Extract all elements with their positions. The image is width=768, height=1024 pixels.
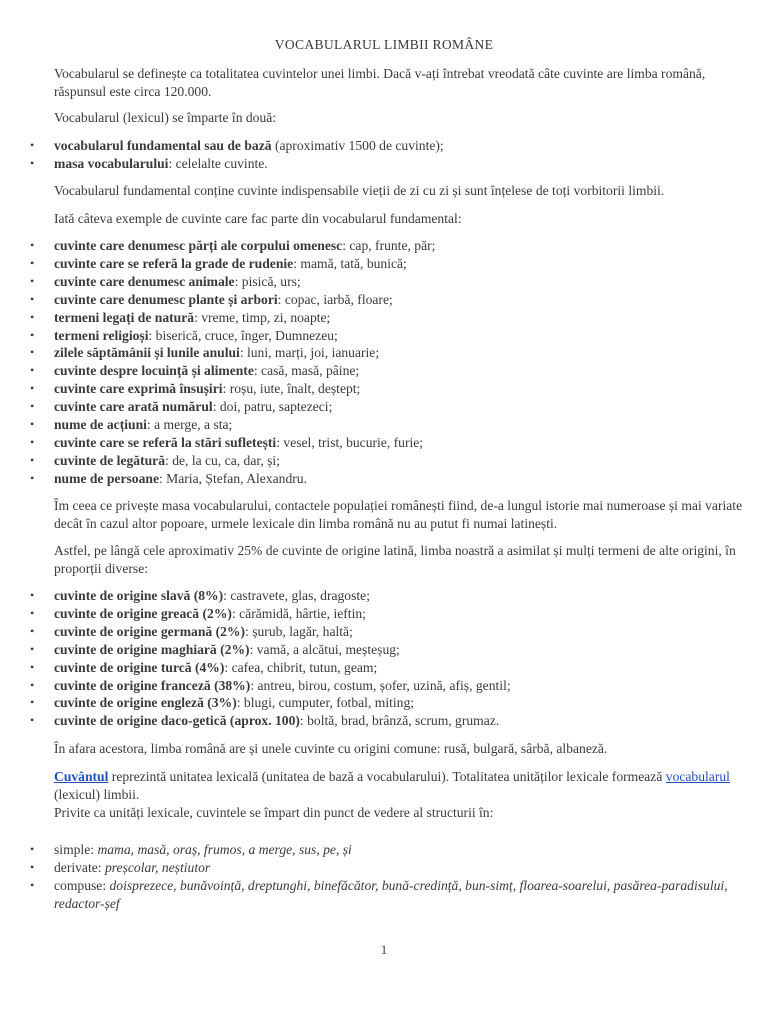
example-item-term: cuvinte de legătură <box>54 452 166 468</box>
example-item-term: termeni religioși <box>54 327 149 343</box>
division-item-term: masa vocabularului <box>54 155 169 171</box>
example-item-desc: : pisică, urs; <box>234 273 301 289</box>
division-item-desc: : celelalte cuvinte. <box>168 155 268 171</box>
example-item-desc: : biserică, cruce, înger, Dumnezeu; <box>148 327 338 343</box>
origin-item <box>0 712 744 730</box>
origin-item <box>0 587 744 605</box>
example-item-desc: : de, la cu, ca, dar, și; <box>165 452 280 468</box>
division-item-term: vocabularul fundamental sau de bază <box>54 138 272 153</box>
example-item-term: cuvinte care denumesc animale <box>54 273 235 289</box>
example-item-term: cuvinte care denumesc părți ale corpului omenesc <box>54 238 343 253</box>
page-number: 1 <box>380 943 388 957</box>
origin-item-term: cuvinte de origine germană (2%) <box>54 623 246 639</box>
origin-item <box>0 659 744 677</box>
example-item-desc: : copac, iarbă, floare; <box>277 291 393 307</box>
example-item-term: nume de acțiuni <box>54 417 147 433</box>
vocabularul-link[interactable]: vocabularul <box>665 769 730 784</box>
origin-item-desc: : blugi, cumputer, fotbal, miting; <box>236 695 415 711</box>
example-item-desc: : vesel, trist, bucurie, furie; <box>276 434 424 450</box>
origin-item-desc: : șurub, lagăr, haltă; <box>245 623 353 639</box>
origin-item <box>0 605 744 623</box>
example-item-desc: : vreme, timp, zi, noapte; <box>194 309 331 325</box>
example-item <box>0 416 744 434</box>
origin-item-desc: : vamă, a alcătui, meșteșug; <box>249 641 400 657</box>
origins-list <box>0 587 744 730</box>
origin-item-desc: : castravete, glas, dragoste; <box>223 588 370 603</box>
division-item <box>0 155 744 173</box>
fundamental-definition: Vocabularul fundamental conține cuvinte indispensabile vieții de zi cu zi și sunt înțelese de toți vorbitorii limbii. <box>54 183 665 198</box>
example-item-term: cuvinte despre locuință și alimente <box>54 363 254 379</box>
structure-intro: Privite ca unități lexicale, cuvintele se împart din punct de vedere al structurii în: <box>54 804 494 820</box>
example-item <box>0 362 744 380</box>
example-item-desc: : a merge, a sta; <box>146 417 233 433</box>
example-item-desc: : roșu, iute, înalt, deștept; <box>222 381 361 397</box>
example-item-desc: : Maria, Ștefan, Alexandru. <box>158 470 307 486</box>
origin-item <box>0 694 744 712</box>
example-item-term: cuvinte care se referă la stări sufletești <box>54 434 277 450</box>
origin-item-term: cuvinte de origine greacă (2%) <box>54 605 232 621</box>
example-item-desc: : doi, patru, saptezeci; <box>212 399 333 415</box>
example-item-desc: : luni, marți, joi, ianuarie; <box>239 345 380 361</box>
word-definition-paragraph <box>54 768 744 822</box>
word-definition-text-1: reprezintă unitatea lexicală (unitatea de bază a vocabularului). Totalitatea unităților lexicale formează <box>108 769 666 784</box>
origin-item <box>0 641 744 659</box>
division-item-desc: (aproximativ 1500 de cuvinte); <box>271 138 444 153</box>
example-item <box>0 291 744 309</box>
example-item-term: cuvinte care exprimă însușiri <box>54 381 223 397</box>
origin-item-term: cuvinte de origine engleză (3%) <box>54 695 237 711</box>
cuvantul-link[interactable]: Cuvântul <box>54 769 109 784</box>
origin-item <box>0 623 744 641</box>
example-item <box>0 452 744 470</box>
division-intro: Vocabularul (lexicul) se împarte în două: <box>54 110 277 125</box>
origin-item-term: cuvinte de origine franceză (38%) <box>54 677 251 693</box>
word-definition-text-2: (lexicul) limbii. <box>54 786 140 802</box>
example-item-term: termeni legați de natură <box>54 309 195 325</box>
example-item <box>0 327 744 345</box>
origin-item-desc: : boltă, brad, brânză, scrum, grumaz. <box>299 713 500 729</box>
example-item <box>0 380 744 398</box>
examples-list <box>0 237 744 488</box>
example-item <box>0 255 744 273</box>
intro-paragraph: Vocabularul se definește ca totalitatea cuvintelor unei limbi. Dacă v-ați întrebat vreodată câte cuvinte are limba română, răspunsul este circa 120.000. <box>54 66 706 99</box>
structure-item-examples: doisprezece, bunăvoință, dreptunghi, binefăcător, bună-credință, bun-simț, floarea-soarelui, pasărea-paradisului, redactor-șef <box>54 877 728 911</box>
example-item-desc: : mamă, tată, bunică; <box>293 255 407 271</box>
structure-list <box>0 841 744 913</box>
structure-item-label: derivate: <box>54 859 105 875</box>
origins-intro: Astfel, pe lângă cele aproximativ 25% de cuvinte de origine latină, limba noastră a asimilat și mulți termeni de alte origini, în proporții diverse: <box>54 543 736 576</box>
example-item <box>0 398 744 416</box>
example-item <box>0 309 744 327</box>
mass-paragraph: Îm ceea ce privește masa vocabularului, contactele populației românești fiind, de-a lungul istorie mai numeroase și mai variate decât în cazul altor popoare, urmele lexicale din limba română nu au putut fi numai latinești. <box>54 498 743 531</box>
origin-item-desc: : cafea, chibrit, tutun, geam; <box>224 659 378 675</box>
example-item-term: nume de persoane <box>54 470 159 486</box>
structure-item-label: simple: <box>54 842 98 857</box>
example-item <box>0 344 744 362</box>
example-item-desc: : casă, masă, pâine; <box>253 363 360 379</box>
example-item-term: cuvinte care se referă la grade de rudenie <box>54 255 294 271</box>
example-item-desc: : cap, frunte, păr; <box>342 238 436 253</box>
example-item <box>0 273 744 291</box>
origin-item-desc: : antreu, birou, costum, șofer, uzină, afiș, gentil; <box>250 677 511 693</box>
structure-item <box>0 877 744 913</box>
example-item <box>0 434 744 452</box>
structure-item-label: compuse: <box>54 877 110 893</box>
origin-item-term: cuvinte de origine maghiară (2%) <box>54 641 250 657</box>
structure-item-examples: mama, masă, oraș, frumos, a merge, sus, pe, și <box>97 842 352 857</box>
example-item <box>0 470 744 488</box>
origin-item-term: cuvinte de origine daco-getică (aprox. 100) <box>54 713 300 729</box>
page-title: VOCABULARUL LIMBII ROMÂNE <box>274 37 494 52</box>
origin-item-term: cuvinte de origine turcă (4%) <box>54 659 225 675</box>
example-item <box>0 237 744 255</box>
structure-item <box>0 859 744 877</box>
structure-item-examples: preșcolar, neștiutor <box>104 859 211 875</box>
origin-item <box>0 677 744 695</box>
common-origins-paragraph: În afara acestora, limba română are și unele cuvinte cu origini comune: rusă, bulgară, sârbă, albaneză. <box>54 741 608 756</box>
division-item <box>0 137 744 155</box>
example-item-term: zilele săptămânii și lunile anului <box>54 345 240 361</box>
structure-item <box>0 841 744 859</box>
division-list <box>0 137 744 173</box>
origin-item-desc: : cărămidă, hârtie, ieftin; <box>231 605 366 621</box>
examples-intro: Iată câteva exemple de cuvinte care fac parte din vocabularul fundamental: <box>54 211 462 226</box>
example-item-term: cuvinte care arată numărul <box>54 399 213 415</box>
example-item-term: cuvinte care denumesc plante și arbori <box>54 291 278 307</box>
origin-item-term: cuvinte de origine slavă (8%) <box>54 588 224 603</box>
